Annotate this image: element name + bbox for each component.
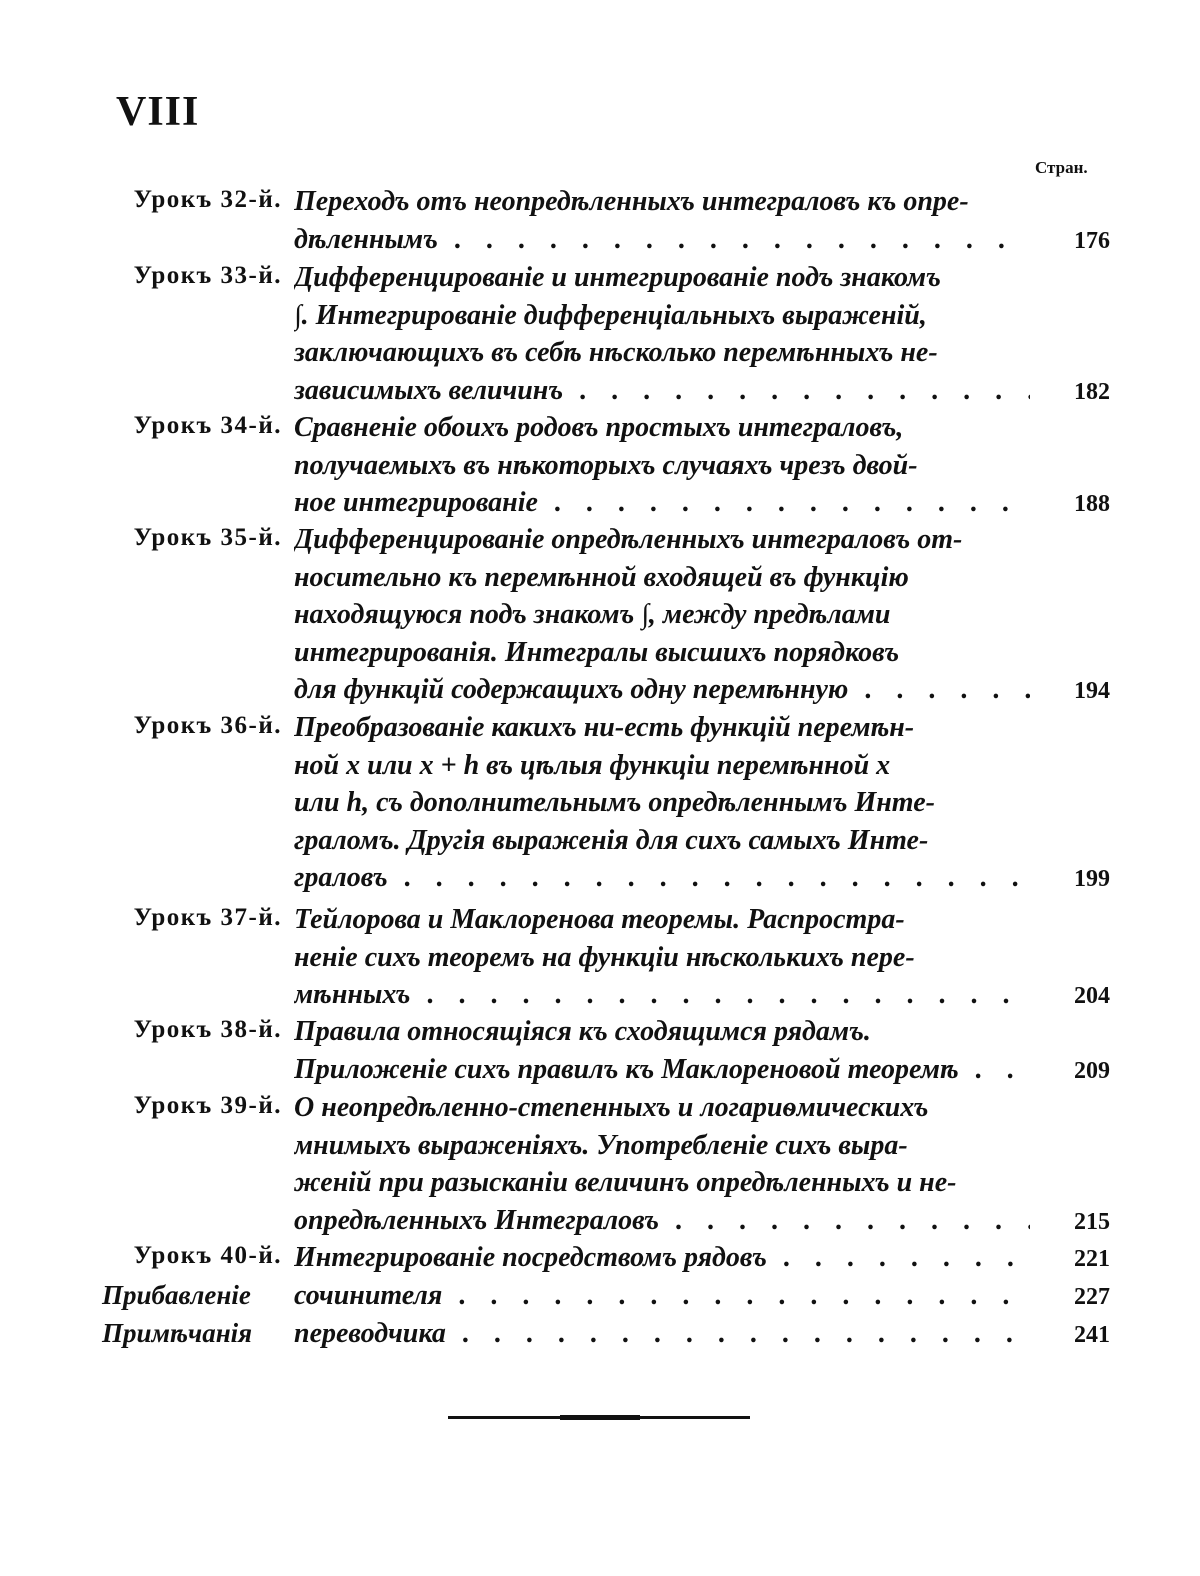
toc-entry-title-line: Правила относящіяся къ сходящимся рядамъ. — [294, 1016, 871, 1047]
toc-entry-page: 227 — [1074, 1284, 1110, 1310]
toc-entry-title-line: Дифференцированіе и интегрированіе подъ знакомъ — [294, 262, 941, 293]
toc-entry-title-line: Приложеніе сихъ правилъ къ Маклореновой теоремѣ . . . — [294, 1054, 1030, 1086]
toc-entry-title-line: или h, съ дополнительнымъ опредѣленнымъ Инте- — [294, 787, 935, 818]
toc-entry-title-line: Тейлорова и Маклоренова теоремы. Распростра- — [294, 904, 905, 935]
toc-entry-page: 215 — [1074, 1208, 1110, 1235]
toc-entry-title-line: Сравненіе обоихъ родовъ простыхъ интеграловъ, — [294, 412, 904, 443]
closing-rule-center — [560, 1415, 640, 1420]
toc-entry-title-line: мнимыхъ выраженіяхъ. Употребленіе сихъ выра- — [294, 1129, 908, 1161]
toc-entry-title-line: граловъ . . . — [294, 862, 1030, 894]
toc-entry-label: Урокъ 38-й. — [133, 1016, 282, 1043]
toc-entry-title-line: сочинителя . . . — [294, 1280, 1030, 1312]
toc-entry-title-line: зависимыхъ величинъ . . . — [294, 375, 1030, 407]
toc-entry-title-line: женій при разысканіи величинъ опредѣленныхъ и не- — [294, 1167, 957, 1198]
toc-entry-title-line: ной x или x + h въ цѣлыя функціи перемѣнной x — [294, 749, 891, 781]
toc-entry-label: Урокъ 36-й. — [133, 712, 282, 739]
toc-entry-title-line: мѣнныхъ . . . — [294, 979, 1030, 1011]
toc-entry-page: 188 — [1074, 491, 1110, 517]
toc-entry-page: 182 — [1074, 378, 1110, 405]
toc-entry-title-line: ное интегрированіе . . . — [294, 487, 1030, 519]
toc-entry-title-line: Интегрированіе посредствомъ рядовъ . . . — [294, 1242, 1030, 1274]
toc-entry-title-line: Дифференцированіе опредѣленныхъ интеграловъ от- — [294, 524, 963, 555]
toc-entry-title-line: получаемыхъ въ нѣкоторыхъ случаяхъ чрезъ двой- — [294, 449, 918, 481]
toc-entry-label: Урокъ 33-й. — [133, 262, 282, 289]
page-number: VIII — [116, 89, 200, 135]
toc-entry-page: 194 — [1074, 678, 1110, 704]
toc-entry-label: Прибавленіе — [102, 1280, 251, 1310]
toc-entry-title-line: заключающихъ въ себѣ нѣсколько перемѣнныхъ не- — [294, 337, 938, 368]
toc-entry-label: Урокъ 39-й. — [133, 1092, 282, 1119]
pages-column-header: Стран. — [1035, 158, 1088, 177]
toc-entry-page: 199 — [1074, 866, 1110, 892]
toc-entry-title-line: Переходъ отъ неопредѣленныхъ интеграловъ къ опре- — [294, 186, 969, 217]
toc-entry-page: 241 — [1074, 1322, 1110, 1348]
toc-entry-title-line: ∫. Интегрированіе дифференціальныхъ выраженій, — [294, 299, 927, 331]
toc-entry-title-line: носительно къ перемѣнной входящей въ функцію — [294, 561, 909, 593]
toc-entry-page: 221 — [1074, 1246, 1110, 1272]
toc-entry-title-line: граломъ. Другія выраженія для сихъ самыхъ Инте- — [294, 824, 929, 856]
toc-entry-page: 209 — [1074, 1057, 1110, 1084]
toc-entry-page: 176 — [1074, 227, 1110, 254]
toc-entry-title-line: интегрированія. Интегралы высшихъ порядковъ — [294, 636, 900, 668]
toc-entry-title-line: находящуюся подъ знакомъ ∫, между предѣлами — [294, 599, 891, 630]
toc-entry-page: 204 — [1074, 983, 1110, 1009]
toc-entry-title-line: опредѣленныхъ Интеграловъ . . . — [294, 1205, 1030, 1237]
toc-entry-title-line: дѣленнымъ . . . — [294, 224, 1030, 256]
toc-entry-title-line: О неопредѣленно-степенныхъ и логариѳмическихъ — [294, 1092, 929, 1123]
toc-entry-label: Урокъ 37-й. — [133, 904, 282, 931]
toc-entry-label: Урокъ 34-й. — [133, 412, 282, 439]
toc-entry-title-line: для функцій содержащихъ одну перемѣнную . . . — [294, 674, 1030, 706]
toc-entry-label: Урокъ 40-й. — [133, 1242, 282, 1269]
toc-entry-title-line: переводчика . . . — [294, 1318, 1030, 1350]
toc-entry-label: Урокъ 32-й. — [133, 186, 282, 213]
toc-entry-title-line: неніе сихъ теоремъ на функціи нѣсколькихъ пере- — [294, 941, 915, 973]
toc-entry-label: Урокъ 35-й. — [133, 524, 282, 551]
toc-entry-title-line: Преобразованіе какихъ ни-есть функцій перемѣн- — [294, 712, 915, 743]
toc-entry-label: Примѣчанія — [102, 1318, 253, 1348]
